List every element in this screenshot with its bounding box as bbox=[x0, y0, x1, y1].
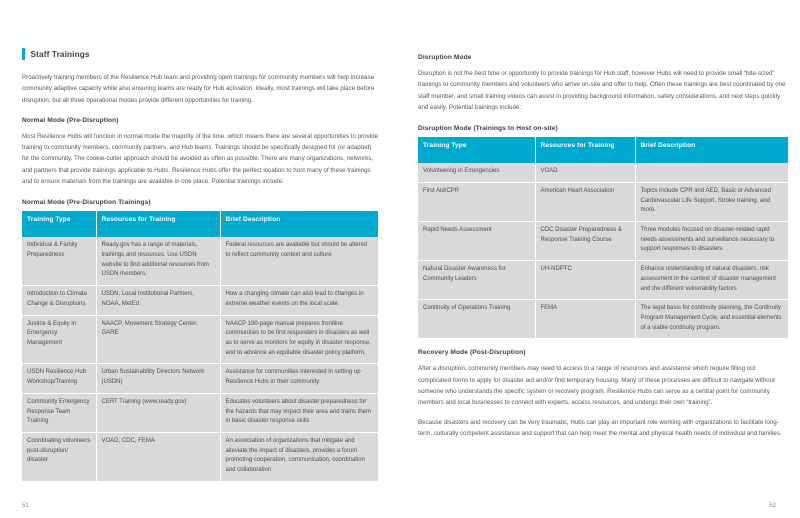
cell-description: Educates volunteers about disaster preparedness for the hazards that may impact their area and trains them in basic disaster response skills bbox=[220, 393, 378, 432]
cell-resources: American Heart Association bbox=[535, 182, 635, 221]
subheading-disruption-mode: Disruption Mode bbox=[418, 54, 472, 61]
table-row bbox=[418, 222, 788, 261]
subheading-recovery-mode: Recovery Mode (Post-Disruption) bbox=[418, 349, 526, 357]
cell-training-type: Volunteering in Emergencies bbox=[418, 163, 535, 182]
page-number-left: 51 bbox=[22, 503, 29, 509]
intro-paragraph: Proactively training members of the Resilience Hub team and providing open trainings for community members will help increase community adaptive capacity while also ensuring teams are ready for Hub activation. Ideally, most trainings will take place before disruption, but all three operational modes provide different opportunities for training. bbox=[22, 74, 375, 104]
cell-resources: Urban Sustainability Directors Network (USDN) bbox=[96, 364, 220, 393]
cell-training-type: First Aid/CPR bbox=[418, 182, 535, 221]
table-row bbox=[22, 433, 378, 481]
cell-training-type: Individual & Family Preparedness bbox=[22, 237, 96, 285]
cell-training-type: Rapid Needs Assessment bbox=[418, 222, 535, 261]
table-header-row bbox=[418, 137, 788, 163]
cell-description: The legal basis for continuity planning, the Continuity Program Management Cycle, and essential elements of a viable continuity program. bbox=[635, 300, 788, 339]
normal-mode-trainings-table bbox=[22, 211, 378, 481]
disruption-mode-trainings-table bbox=[418, 137, 788, 338]
table-row bbox=[22, 364, 378, 393]
right-page bbox=[400, 0, 800, 518]
cell-resources: Ready.gov has a range of materials, trainings and resources. Use USDN website to find additional resources from USDN members. bbox=[96, 237, 220, 285]
column-header-training-type: Training Type bbox=[22, 211, 96, 237]
cell-resources: USDN, Local Institutional Partners, NOAA, MetEd bbox=[96, 286, 220, 315]
cell-description: Assistance for communities interested in setting up Resilience Hubs in their community bbox=[220, 364, 378, 393]
column-header-description: Brief Description bbox=[635, 137, 788, 163]
column-header-training-type: Training Type bbox=[418, 137, 535, 163]
table-row bbox=[22, 286, 378, 315]
cell-resources: CDC Disaster Preparedness & Response Training Course bbox=[535, 222, 635, 261]
cell-description: Topics include CPR and AED, Basic or Advanced Cardiovascular Life Support, Stroke training, and more. bbox=[635, 182, 788, 221]
cell-training-type: Continuity of Operations Training bbox=[418, 300, 535, 339]
cell-training-type: USDN Resilience Hub Workshop/Training bbox=[22, 364, 96, 393]
cell-description: Three modules focused on disaster-related rapid needs assessments and surveillance necessary to support responses to disasters. bbox=[635, 222, 788, 261]
section-title-block bbox=[22, 48, 378, 60]
table-row bbox=[22, 237, 378, 285]
cell-training-type: Introduction to Climate Change & Disruptions bbox=[22, 286, 96, 315]
cell-description: How a changing climate can also lead to changes in extreme weather events on the local scale. bbox=[220, 286, 378, 315]
table-row bbox=[22, 315, 378, 364]
body-paragraph-disruption-mode: Disruption is not the best time or opportunity to provide trainings for Hub staff, however Hubs will need to provide small “bite-sized” trainings to community members and volunteers who arrive on-site and offer to help. Often these trainings are best coordinated by one staff member, and small training videos can assist in providing background information, safety considerations, and next steps quickly and easily. Potential trainings include: bbox=[418, 70, 786, 111]
cell-description bbox=[635, 163, 788, 182]
accent-bar-icon bbox=[22, 48, 25, 60]
cell-description: Federal resources are available but should be altered to reflect community context and culture bbox=[220, 237, 378, 285]
table-row bbox=[418, 163, 788, 182]
page-number-right: 52 bbox=[769, 503, 776, 509]
table-header-row bbox=[22, 211, 378, 237]
table-row bbox=[418, 261, 788, 300]
body-paragraph-normal-mode: Most Resilience Hubs will function in normal mode the majority of the time, which means there are several opportunities to provide training to community members, community partners, and Hub teams. Trainings should be specifically designed for (or adapted) for the community. The cookie-cutter approach should be avoided as often as possible. There are many organizations, networks, and partners that provide trainings applicable to Hubs. Resilience Hubs offer the perfect location to host many of these trainings and to ensure materials from the trainings are available in one place. Potential trainings include: bbox=[22, 132, 378, 185]
cell-description: An association of organizations that mitigate and alleviate the impact of disasters, provides a forum promoting cooperation, communication, coordination and collaboration bbox=[220, 433, 378, 481]
recovery-paragraph-1: After a disruption, community members may need to access to a range of resources and assistance which require filling out complicated forms to apply for disaster aid and/or find temporary housing. Many of these processes are difficult to navigate without someone who understands the specific system or recovery program. Resilience Hubs can serve as a central point for community members and local businesses to connect with experts, access resources, and undergo their own “training”. bbox=[418, 365, 775, 407]
cell-resources: NAACP, Movement Strategy Center, GARE bbox=[96, 315, 220, 364]
table-row bbox=[418, 182, 788, 221]
cell-training-type: Coordinating volunteers post-disruption/ disaster bbox=[22, 433, 96, 481]
cell-description: Enhance understanding of natural disasters, risk assessment in the context of disaster management and the different vulnerability factors bbox=[635, 261, 788, 300]
cell-training-type: Justice & Equity in Emergency Management bbox=[22, 315, 96, 364]
table-caption-normal-mode: Normal Mode (Pre-Disruption Trainings) bbox=[22, 199, 151, 207]
table-row bbox=[22, 393, 378, 432]
page-title: Staff Trainings bbox=[30, 49, 90, 59]
cell-training-type: Community Emergency Response Team Training bbox=[22, 393, 96, 432]
column-header-description: Brief Description bbox=[220, 211, 378, 237]
column-header-resources: Resources for Training bbox=[96, 211, 220, 237]
cell-resources: VOAD bbox=[535, 163, 635, 182]
column-header-resources: Resources for Training bbox=[535, 137, 635, 163]
cell-description: NAACP 190-page manual prepares frontline communities to be first responders in disasters as well as to serve as monitors for equity in disaster response, and to advance an equitable disaster policy platform. bbox=[220, 315, 378, 364]
cell-training-type: Natural Disaster Awareness for Community Leaders bbox=[418, 261, 535, 300]
cell-resources: VOAD, CDC, FEMA bbox=[96, 433, 220, 481]
cell-resources: FEMA bbox=[535, 300, 635, 339]
table-caption-disruption-mode: Disruption Mode (Trainings to Host on-site) bbox=[418, 125, 558, 133]
table-row bbox=[418, 300, 788, 339]
subheading-normal-mode: Normal Mode (Pre-Disruption) bbox=[22, 116, 119, 124]
recovery-paragraph-2: Because disasters and recovery can be very traumatic, Hubs can play an important role working with organizations to facilitate long-term, culturally competent assistance and support that can help meet the mental and physical health needs of individual and families. bbox=[418, 418, 782, 437]
cell-resources: CERT Training (www.ready.gov) bbox=[96, 393, 220, 432]
cell-resources: UH-NDPTC bbox=[535, 261, 635, 300]
